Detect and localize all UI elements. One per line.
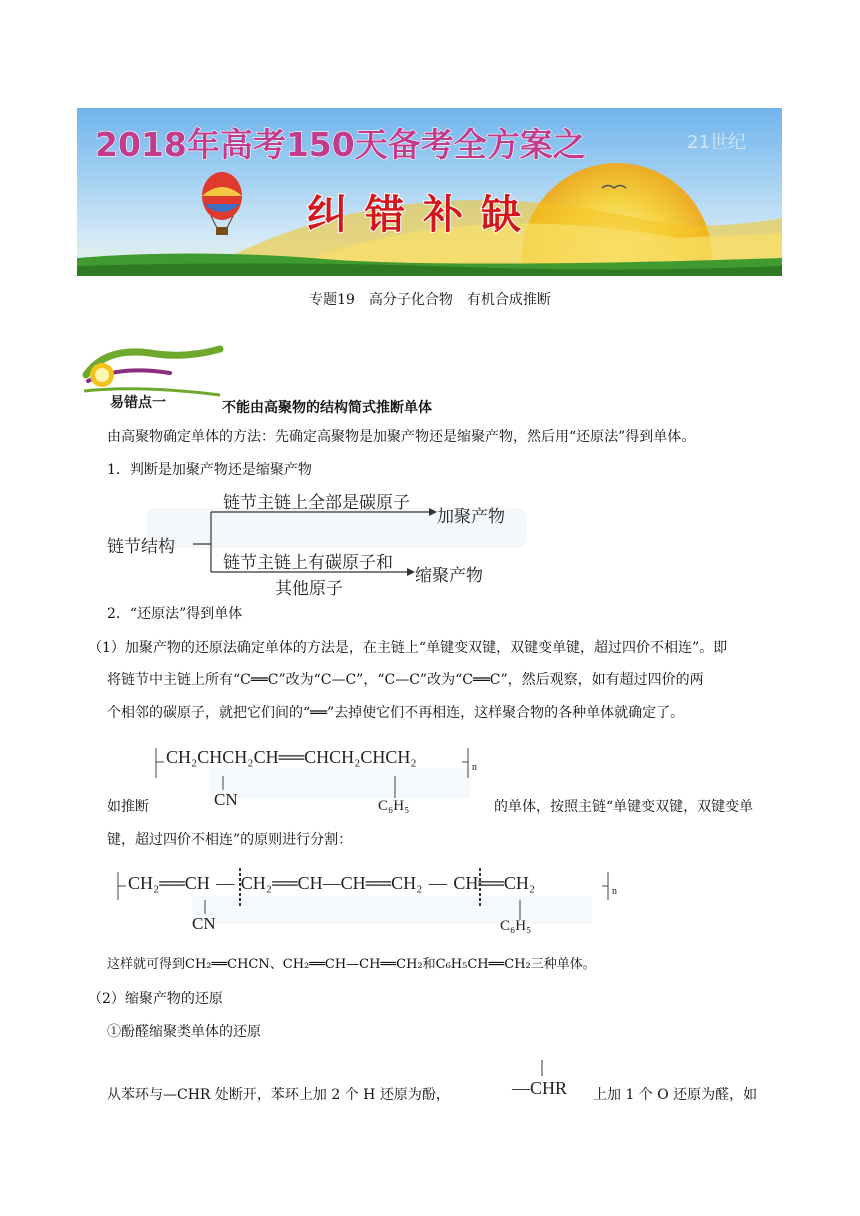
section2-title: 2．“还原法”得到单体: [107, 606, 243, 622]
svg-text:21世纪: 21世纪: [687, 132, 746, 153]
error-point-badge-label: 易错点一: [110, 395, 166, 410]
example-prefix: 如推断: [107, 799, 149, 815]
polymer-formula-2-sub1: CN: [192, 914, 216, 933]
part2-title: （2）缩聚产物的还原: [88, 991, 223, 1007]
part1-line3: 个相邻的碳原子，就把它们间的“══”去掉使它们不再相连，这样聚合物的各种单体就确定了。: [107, 705, 685, 721]
chr-group-text: —CHR: [512, 1078, 568, 1098]
banner-subtitle: 纠错补缺: [307, 191, 539, 238]
part2-item1-text-a: 从苯环与—CHR 处断开，苯环上加 2 个 H 还原为酚，: [107, 1087, 450, 1103]
example-line2: 键，超过四价不相连”的原则进行分割：: [107, 832, 353, 848]
polymer-formula-2: [112, 860, 632, 940]
polymer-formula-1: [150, 738, 490, 818]
flow-root-label: 链节结构: [107, 537, 175, 556]
intro-paragraph: 由高聚物确定单体的方法：先确定高聚物是加聚产物还是缩聚产物，然后用“还原法”得到单体。: [107, 429, 696, 445]
polymer-formula-2-sub2: C₆H₅: [500, 918, 532, 934]
chr-group-formula: [512, 1058, 582, 1104]
polymer-formula-2-graphics: [112, 860, 632, 940]
polymer-formula-1-n: n: [472, 762, 477, 773]
polymer-formula-1-main: CH₂CHCH₂CH══CHCH₂CHCH₂: [166, 747, 417, 767]
flow-diagram: [107, 488, 537, 600]
part2-item1-title: ①酚醛缩聚类单体的还原: [107, 1024, 261, 1040]
topic-title: 专题19 高分子化合物 有机合成推断: [309, 292, 551, 308]
flow-bottom-result: 缩聚产物: [415, 566, 483, 585]
polymer-formula-1-sub1: CN: [214, 790, 238, 809]
flow-bottom-condition-1: 链节主链上有碳原子和: [223, 553, 393, 572]
monomers-result: 这样就可得到CH₂══CHCN、CH₂══CH—CH══CH₂和C₆H₅CH══CH₂三种单体。: [107, 957, 596, 972]
polymer-formula-2-main: CH₂══CH — CH₂══CH—CH══CH₂ — CH══CH₂: [128, 873, 536, 893]
section1-title: 1．判断是加聚产物还是缩聚产物: [107, 462, 312, 478]
flow-bottom-condition-2: 其他原子: [275, 579, 343, 598]
example-suffix: 的单体，按照主链“单键变双键，双键变单: [494, 799, 754, 815]
banner-art: [77, 108, 782, 276]
part2-item1-text-b: 上加 1 个 O 还原为醛，如: [593, 1087, 758, 1103]
error-point-badge: [80, 345, 230, 410]
flow-top-condition: 链节主链上全部是碳原子: [223, 493, 410, 512]
part1-line2: 将链节中主链上所有“C══C”改为“C—C”，“C—C”改为“C══C”，然后观察，如有超过四价的两: [107, 672, 704, 688]
error-point-heading: 不能由高聚物的结构简式推断单体: [222, 400, 432, 416]
banner-title: 2018年高考150天备考全方案之: [95, 125, 586, 164]
header-banner: [77, 108, 782, 276]
part1-line1: （1）加聚产物的还原法确定单体的方法是，在主链上“单键变双键，双键变单键，超过四价不相连”。即: [88, 640, 728, 656]
polymer-formula-1-sub2: C₆H₅: [378, 798, 410, 814]
polymer-formula-2-n: n: [612, 886, 617, 897]
flow-top-result: 加聚产物: [437, 507, 505, 526]
swirl-icon: [80, 345, 230, 410]
